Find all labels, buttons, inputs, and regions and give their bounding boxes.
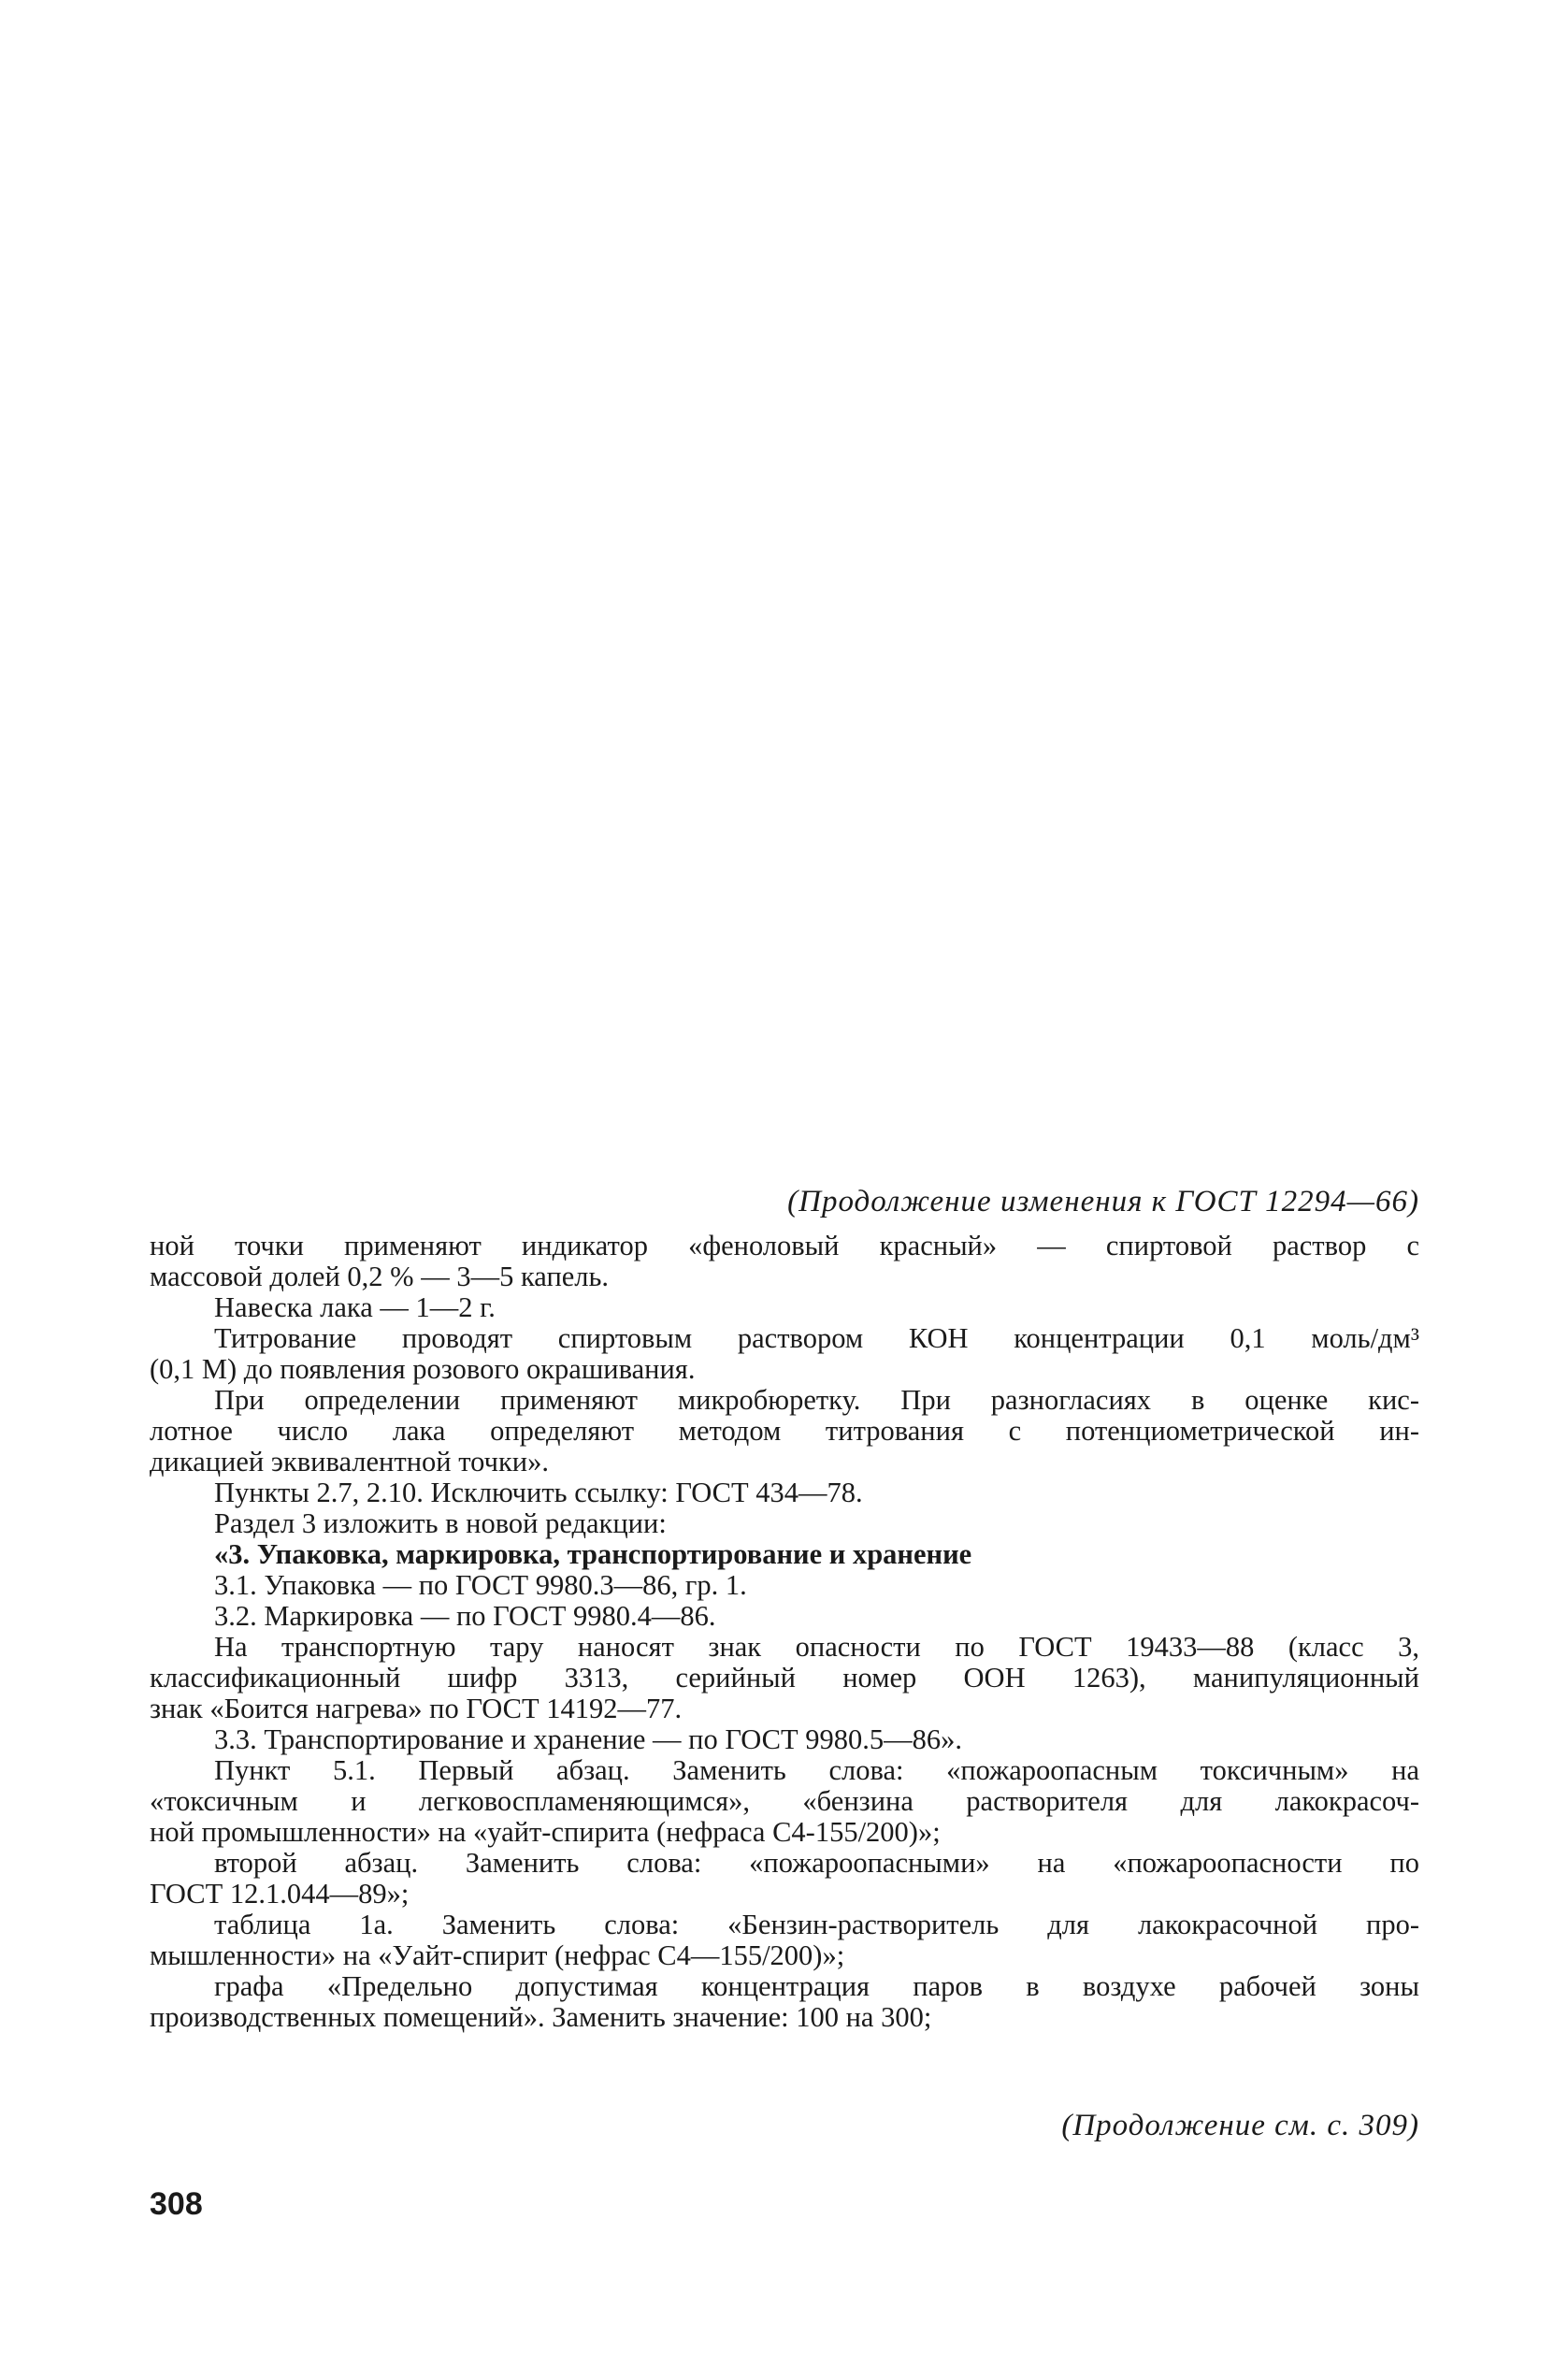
- text-line: второй абзац. Заменить слова: «пожароопасными» на «пожароопасности по: [214, 1847, 1419, 1879]
- text-line: Раздел 3 изложить в новой редакции:: [214, 1507, 667, 1539]
- text-line: массовой долей 0,2 % — 3—5 капель.: [150, 1261, 610, 1292]
- text-line: дикацией эквивалентной точки».: [150, 1446, 549, 1478]
- text-line: 3.3. Транспортирование и хранение — по ГОСТ 9980.5—86».: [214, 1723, 962, 1755]
- text-line: таблица 1а. Заменить слова: «Бензин-растворитель для лакокрасочной про-: [214, 1909, 1419, 1940]
- text-line: мышленности» на «Уайт-спирит (нефрас С4—155/200)»;: [150, 1939, 845, 1971]
- text-line: лотное число лака определяют методом титрования с потенциометрической ин-: [150, 1415, 1419, 1447]
- text-line: 3.1. Упаковка — по ГОСТ 9980.3—86, гр. 1.: [214, 1569, 747, 1601]
- text-line: На транспортную тару наносят знак опасности по ГОСТ 19433—88 (класс 3,: [214, 1631, 1419, 1663]
- text-line: Пункт 5.1. Первый абзац. Заменить слова: «пожароопасным токсичным» на: [214, 1754, 1419, 1786]
- text-line: Навеска лака — 1—2 г.: [214, 1291, 496, 1323]
- body-text: [150, 1231, 1419, 2033]
- text-line: (0,1 М) до появления розового окрашивания.: [150, 1353, 696, 1385]
- text-line: «токсичным и легковоспламеняющимся», «бензина растворителя для лакокрасоч-: [150, 1785, 1419, 1817]
- text-line: ной точки применяют индикатор «феноловый красный» — спиртовой раствор с: [150, 1230, 1419, 1261]
- text-line: классификационный шифр 3313, серийный номер ООН 1263), манипуляционный: [150, 1662, 1419, 1694]
- text-line: 3.2. Маркировка — по ГОСТ 9980.4—86.: [214, 1600, 716, 1632]
- page-number: 308: [150, 2186, 203, 2222]
- text-line: ГОСТ 12.1.044—89»;: [150, 1878, 410, 1910]
- text-line: графа «Предельно допустимая концентрация паров в воздухе рабочей зоны: [214, 1970, 1419, 2002]
- text-line: При определении применяют микробюретку. При разногласиях в оценке кис-: [214, 1384, 1419, 1416]
- continuation-note: (Продолжение см. с. 309): [1061, 2109, 1419, 2142]
- text-line: Пункты 2.7, 2.10. Исключить ссылку: ГОСТ 434—78.: [214, 1477, 863, 1508]
- text-line: производственных помещений». Заменить значение: 100 на 300;: [150, 2001, 932, 2033]
- section-heading: «3. Упаковка, маркировка, транспортирование и хранение: [214, 1538, 972, 1570]
- text-line: Титрование проводят спиртовым раствором КОН концентрации 0,1 моль/дм³: [214, 1322, 1419, 1354]
- text-line: ной промышленности» на «уайт-спирита (нефраса С4-155/200)»;: [150, 1816, 941, 1848]
- text-line: знак «Боится нагрева» по ГОСТ 14192—77.: [150, 1693, 683, 1724]
- running-header: (Продолжение изменения к ГОСТ 12294—66): [787, 1185, 1419, 1218]
